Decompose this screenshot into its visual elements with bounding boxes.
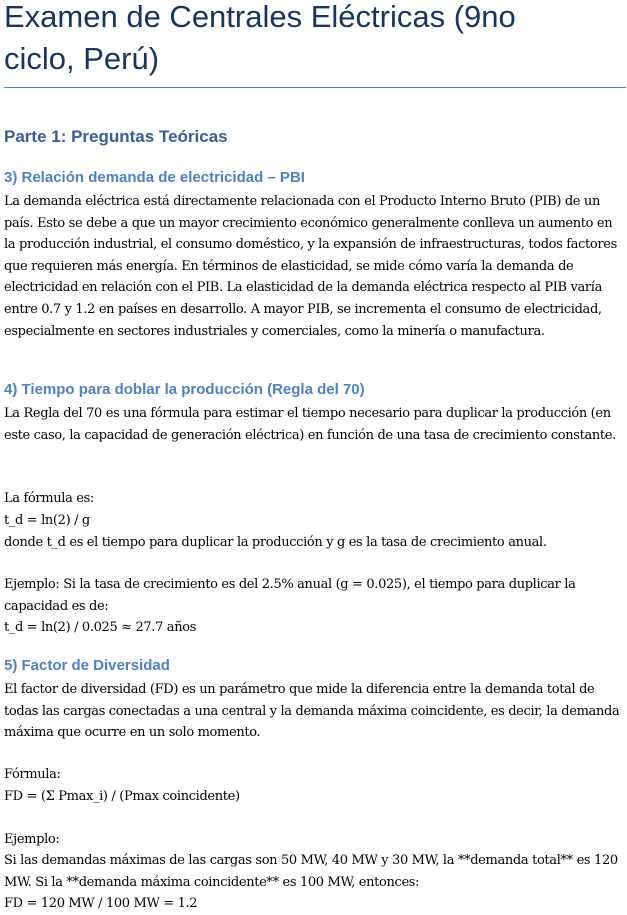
- section5-example: Si las demandas máximas de las cargas son 50 MW, 40 MW y 30 MW, la **demanda total** es 120 MW. Si la **demanda máxima coincidente** es 100 MW, entonces:: [4, 853, 618, 890]
- title-divider: [4, 87, 626, 88]
- document-title-line1: Examen de Centrales Eléctricas (9no: [4, 0, 516, 34]
- section5-example-label: Ejemplo:: [4, 832, 60, 847]
- section4-heading: 4) Tiempo para doblar la producción (Regla del 70): [4, 381, 365, 398]
- part1-heading: Parte 1: Preguntas Teóricas: [4, 127, 228, 146]
- section3-heading: 3) Relación demanda de electricidad – PBI: [4, 169, 305, 186]
- section5-formula: FD = (Σ Pmax_i) / (Pmax coincidente): [4, 789, 240, 804]
- section4-formula: t_d = ln(2) / g: [4, 513, 90, 528]
- section5-formula-label: Fórmula:: [4, 767, 61, 782]
- section5-paragraph: El factor de diversidad (FD) es un parámetro que mide la diferencia entre la demanda total de todas las cargas conectadas a una central y la demanda máxima coincidente, es decir, la demanda máxima que ocurre en un solo momento.: [4, 682, 620, 741]
- section4-formula-intro: La fórmula es:: [4, 491, 94, 506]
- section4-formula-explanation: donde t_d es el tiempo para duplicar la producción y g es la tasa de crecimiento anual.: [4, 535, 547, 550]
- section4-example: Ejemplo: Si la tasa de crecimiento es del 2.5% anual (g = 0.025), el tiempo para duplicar la capacidad es de:: [4, 577, 576, 614]
- section5-heading: 5) Factor de Diversidad: [4, 657, 170, 674]
- document-title: [4, 0, 516, 80]
- section3-paragraph: La demanda eléctrica está directamente relacionada con el Producto Interno Bruto (PIB) de un país. Esto se debe a que un mayor crecimiento económico generalmente conlleva un aumento en la producción industrial, el consumo doméstico, y la expansión de infraestructuras, todos factores que requieren más energía. En términos de elasticidad, se mide cómo varía la demanda de electricidad en relación con el PIB. La elasticidad de la demanda eléctrica respecto al PIB varía entre 0.7 y 1.2 en países en desarrollo. A mayor PIB, se incrementa el consumo de electricidad, especialmente en sectores industriales y comerciales, como la minería o manufactura.: [4, 194, 617, 339]
- section4-paragraph: La Regla del 70 es una fórmula para estimar el tiempo necesario para duplicar la producción (en este caso, la capacidad de generación eléctrica) en función de una tasa de crecimiento constante.: [4, 406, 616, 443]
- section4-example-result: t_d = ln(2) / 0.025 ≈ 27.7 años: [4, 620, 197, 635]
- section5-example-result: FD = 120 MW / 100 MW = 1.2: [4, 896, 198, 911]
- document-title-line2: ciclo, Perú): [4, 41, 160, 76]
